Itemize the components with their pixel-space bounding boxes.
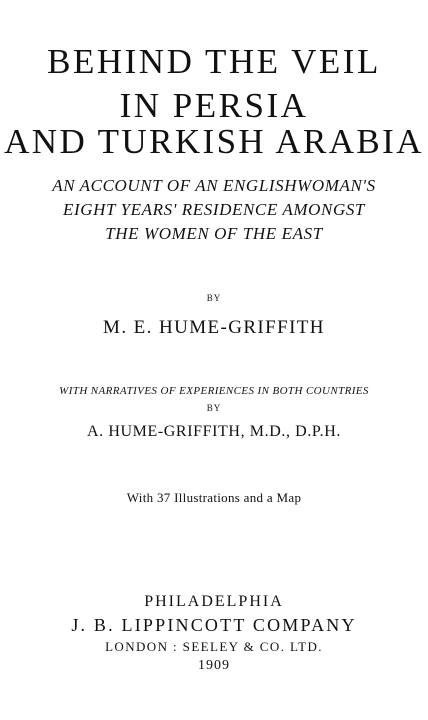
subtitle-line-1: AN ACCOUNT OF AN ENGLISHWOMAN'S (52, 176, 376, 195)
title-line-2: IN PERSIA (119, 86, 309, 125)
narratives-text: WITH NARRATIVES OF EXPERIENCES IN BOTH COUNTRIES (59, 385, 369, 397)
subtitle-line-2: EIGHT YEARS' RESIDENCE AMONGST (63, 200, 365, 219)
author-by: BY (206, 293, 222, 303)
subtitle-line-3: THE WOMEN OF THE EAST (105, 224, 323, 243)
imprint-publisher: J. B. LIPPINCOTT COMPANY (71, 615, 357, 635)
narratives-by: BY (206, 403, 222, 413)
title-line-3: AND TURKISH ARABIA (4, 122, 424, 161)
imprint-year: 1909 (198, 658, 230, 673)
title-line-1: BEHIND THE VEIL (47, 42, 381, 81)
imprint-city: PHILADELPHIA (144, 593, 284, 610)
author-name: M. E. HUME-GRIFFITH (103, 317, 325, 338)
imprint-london: LONDON : SEELEY & CO. LTD. (105, 639, 323, 654)
narratives-author: A. HUME-GRIFFITH, M.D., D.P.H. (86, 423, 341, 440)
illustrations-note: With 37 Illustrations and a Map (126, 490, 302, 505)
